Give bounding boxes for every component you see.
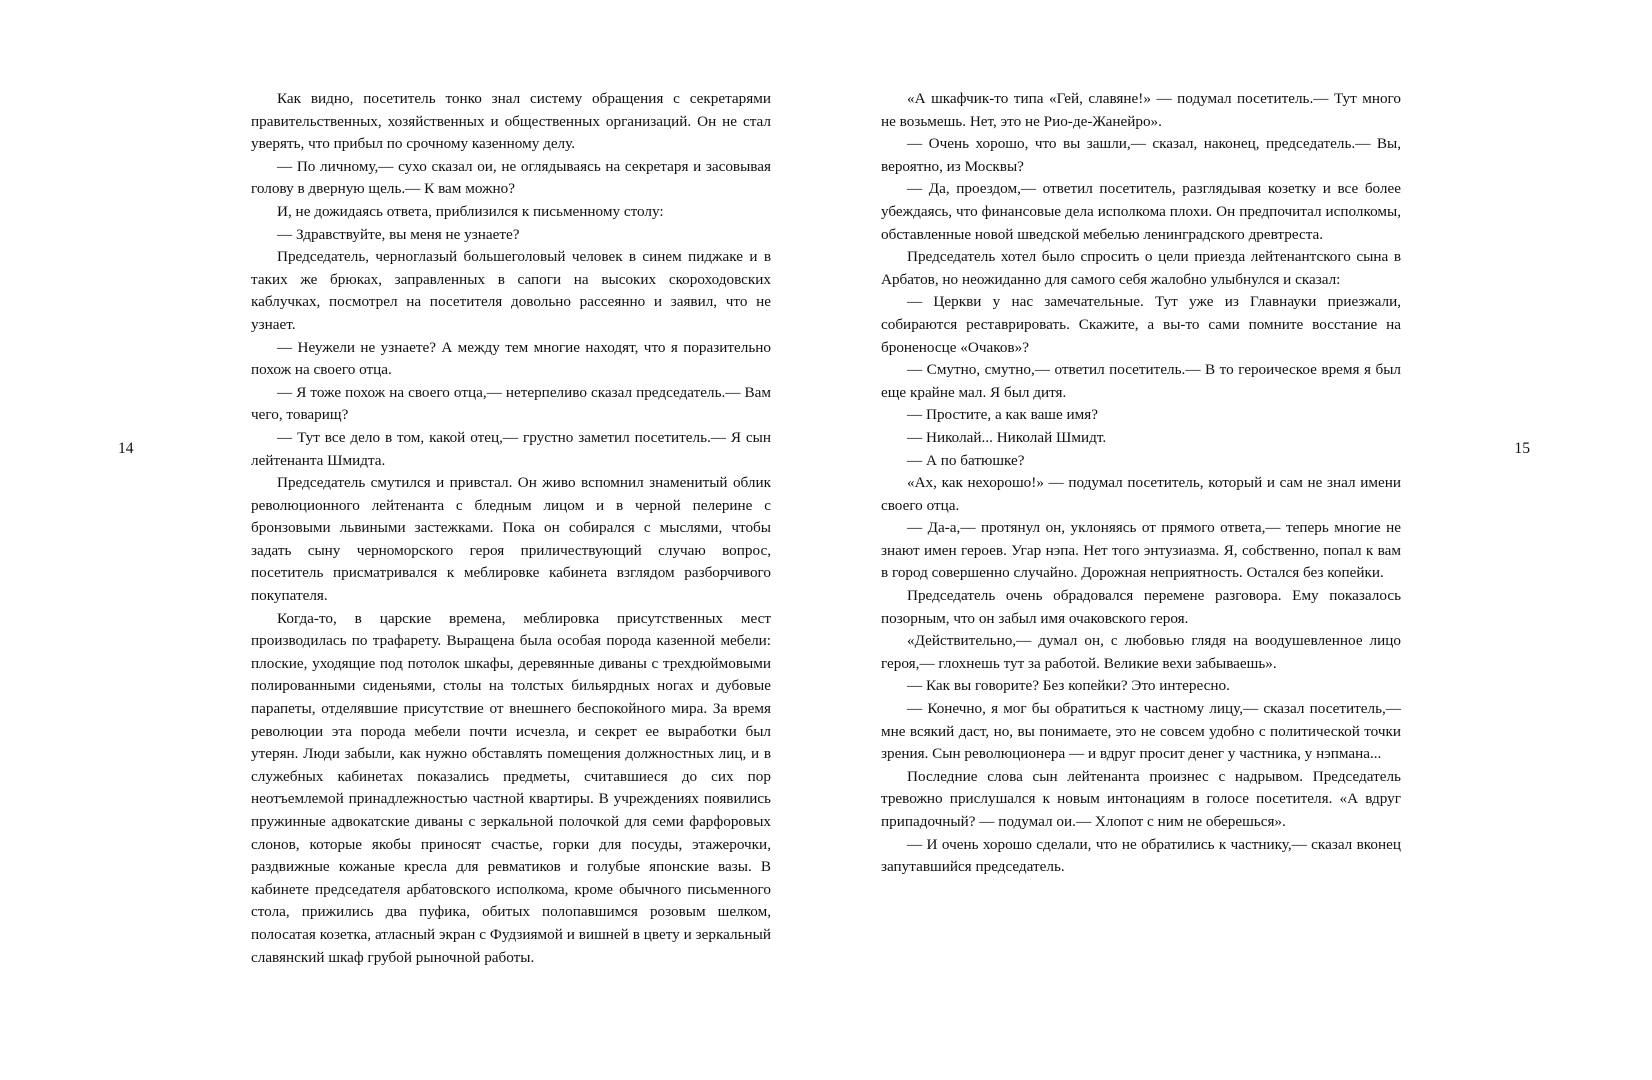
paragraph: — Неужели не узнаете? А между тем многие находят, что я поразительно похож на своего отца. <box>251 338 771 379</box>
paragraph: — Тут все дело в том, какой отец,— грустно заметил посетитель.— Я сын лейтенанта Шмидта. <box>251 428 771 469</box>
paragraph: — Очень хорошо, что вы зашли,— сказал, наконец, председатель.— Вы, вероятно, из Москвы? <box>881 135 1401 175</box>
paragraph: Председатель хотел было спросить о цели приезда лейтенантского сына в Арбатов, но неожиданно для самого себя жалобно улыбнулся и сказал: <box>881 248 1401 288</box>
paragraph: — По личному,— сухо сказал ои, не оглядываясь на секретаря и засовывая голову в дверную щель.— К вам можно? <box>251 157 771 198</box>
paragraph: Последние слова сын лейтенанта произнес с надрывом. Председатель тревожно прислушался к новым интонациям в голосе посетителя. «А вдруг припадочный? — подумал ои.— Хлопот с ним не оберешься». <box>881 767 1401 830</box>
paragraph: — И очень хорошо сделали, что не обратились к частнику,— сказал вконец запутавшийся председатель. <box>881 835 1401 876</box>
paragraph: — А по батюшке? <box>907 451 1025 469</box>
paragraph: — Как вы говорите? Без копейки? Это интересно. <box>907 677 1230 695</box>
paragraph: — Простите, а как ваше имя? <box>907 406 1099 424</box>
paragraph: И, не дожидаясь ответа, приблизился к письменному столу: <box>277 202 664 220</box>
paragraph: — Николай... Николай Шмидт. <box>907 428 1107 446</box>
paragraph: Председатель очень обрадовался перемене разговора. Ему показалось позорным, что он забыл имя очаковского героя. <box>881 587 1401 627</box>
paragraph: — Церкви у нас замечательные. Тут уже из Главнауки приезжали, собираются реставрировать. Скажите, а вы-то сами помните восстание на броненосце «Очаков»? <box>881 293 1401 356</box>
page-number-left: 14 <box>118 440 134 457</box>
right-page-text <box>881 88 1401 969</box>
paragraph: — Здравствуйте, вы меня не узнаете? <box>277 225 520 243</box>
spread-columns <box>0 88 1652 969</box>
paragraph: — Конечно, я мог бы обратиться к частному лицу,— сказал посетитель,— мне всякий даст, но, вы понимаете, это не совсем удобно с политической точки зрения. Сын революционера — и вдруг просит денег у частника, у нэпмана... <box>881 700 1401 763</box>
paragraph: Председатель смутился и привстал. Он живо вспомнил знаменитый облик революционного лейтенанта с бледным лицом и в черной пелерине с бронзовыми львиными застежками. Пока он собирался с мыслями, чтобы задать сыну черноморского героя приличествующий случаю вопрос, посетитель присматривался к меблировке кабинета взглядом разборчивого покупателя. <box>251 474 771 605</box>
paragraph: «А шкафчик-то типа «Гей, славяне!» — подумал посетитель.— Тут много не возьмешь. Нет, это не Рио-де-Жанейро». <box>881 90 1401 130</box>
paragraph: «Действительно,— думал он, с любовью глядя на воодушевленное лицо героя,— глохнешь тут за работой. Великие вехи забываешь». <box>881 632 1401 672</box>
paragraph: — Смутно, смутно,— ответил посетитель.— В то героическое время я был еще крайне мал. Я был дитя. <box>881 361 1401 401</box>
page-number-right: 15 <box>1514 440 1530 457</box>
paragraph: Как видно, посетитель тонко знал систему обращения с секретарями правительственных, хозяйственных и общественных организаций. Он не стал уверять, что прибыл по срочному казенному делу. <box>251 90 771 153</box>
paragraph: — Да-а,— протянул он, уклоняясь от прямого ответа,— теперь многие не знают имен героев. Угар нэпа. Нет того энтузиазма. Я, собственно, попал к вам в город совершенно случайно. Дорожная неприятность. Остался без копейки. <box>881 519 1401 582</box>
paragraph: «Ах, как нехорошо!» — подумал посетитель, который и сам не знал имени своего отца. <box>881 474 1401 514</box>
left-page-text <box>251 88 771 969</box>
paragraph: — Да, проездом,— ответил посетитель, разглядывая козетку и все более убеждаясь, что финансовые дела исполкома плохи. Он предпочитал исполкомы, обставленные новой шведской мебелью ленинградского древтреста. <box>881 180 1401 243</box>
paragraph: — Я тоже похож на своего отца,— нетерпеливо сказал председатель.— Вам чего, товарищ? <box>251 383 771 424</box>
paragraph: Когда-то, в царские времена, меблировка присутственных мест производилась по трафарету. Выращена была особая порода казенной мебели: плоские, уходящие под потолок шкафы, деревянные диваны с трехдюймовыми полированными сиденьями, столы на толстых бильярдных ногах и дубовые парапеты, отделявшие присутствие от внешнего беспокойного мира. За время революции эта порода мебели почти исчезла, и секрет ее выработки был утерян. Люди забыли, как нужно обставлять помещения должностных лиц, и в служебных кабинетах показались предметы, считавшиеся до сих пор неотъемлемой принадлежностью частной квартиры. В учреждениях появились пружинные адвокатские диваны с зеркальной полочкой для семи фарфоровых слонов, которые якобы приносят счастье, горки для посуды, этажерочки, раздвижные кожаные кресла для ревматиков и голубые японские вазы. В кабинете председателя арбатовского исполкома, кроме обычного письменного стола, прижились два пуфика, обитых полопавшимся розовым шелком, полосатая козетка, атласный экран с Фудзиямой и вишней в цвету и зеркальный славянский шкаф грубой рыночной работы. <box>251 609 771 966</box>
paragraph: Председатель, черноглазый большеголовый человек в синем пиджаке и в таких же брюках, заправленных в сапоги на высоких скороходовских каблучках, посмотрел на посетителя довольно рассеянно и заявил, что не узнает. <box>251 248 771 333</box>
